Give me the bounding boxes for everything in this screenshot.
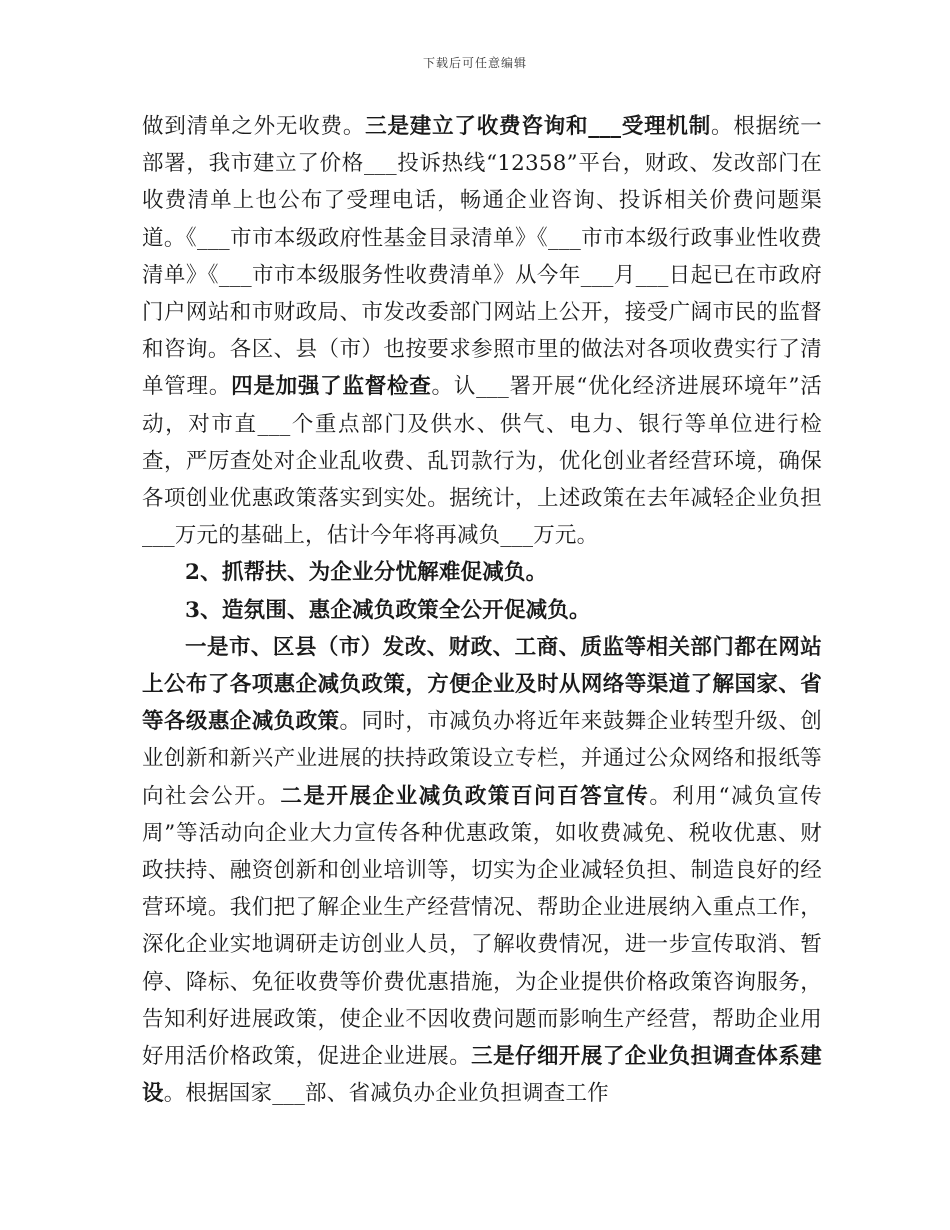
text-span: 。认___署开展“优化经济进展环境年”活动，对市直___个重点部门及供水、供气、电力、银行等单位进行检查，严厉查处对企业乱收费、乱罚款行为，优化创业者经营环境，确保各项创业优惠政策落实到实处。据统计，上述政策在去年减轻企业负担___万元的基础上，估计今年将再减负___万元。 bbox=[142, 374, 822, 549]
section-heading-2: 2、抓帮扶、为企业分忧解难促减负。 bbox=[185, 560, 548, 586]
text-span: 。根据国家___部、省减负办企业负担调查工作 bbox=[163, 1081, 609, 1107]
text-span: 。根据统一部署，我市建立了价格___投诉热线“12358”平台，财政、发改部门在收费清单上也公布了受理电话，畅通企业咨询、投诉相关价费问题渠道。《___市市本级政府性基金目录清单》《___市市本级行政事业性收费清单》《___市市本级服务性收费清单》从今年___月___日起已在市政府门户网站和市财政局、市发改委部门网站上公开，接受广阔市民的监督和咨询。各区、县（市）也按要求参照市里的做法对各项收费实行了清单管理。 bbox=[142, 114, 822, 400]
bold-point-three: 三是仔细开展了企业负担调查体系建设 bbox=[142, 1044, 822, 1107]
bold-point-supervision: 四是加强了监督检查 bbox=[231, 374, 432, 400]
paragraph-policy-publicity bbox=[142, 629, 822, 1113]
text-span: 做到清单之外无收费。 bbox=[142, 114, 366, 139]
text-span: 。利用“减负宣传周”等活动向企业大力宣传各种优惠政策，如收费减免、税收优惠、财政扶持、融资创新和创业培训等，切实为企业减轻负担、制造良好的经营环境。我们把了解企业生产经营情况、帮助企业进展纳入重点工作，深化企业实地调研走访创业人员，了解收费情况，进一步宣传取消、暂停、降标、免征收费等价费优惠措施，为企业提供价格政策咨询服务，告知利好进展政策，使企业不因收费问题而影响生产经营，帮助企业用好用活价格政策，促进企业进展。 bbox=[142, 783, 823, 1070]
bold-point-one: 一是市、区县（市）发改、财政、工商、质监等相关部门都在网站上公布了各项惠企减负政策，方便企业及时从网络等渠道了解国家、省等各级惠企减负政策 bbox=[142, 634, 822, 735]
bold-point-two: 二是开展企业减负政策百问百答宣传 bbox=[280, 783, 650, 809]
page-header: 下载后可任意编辑 bbox=[422, 56, 527, 70]
bold-point-consultation: 三是建立了收费咨询和___受理机制 bbox=[365, 114, 712, 139]
document-body bbox=[142, 108, 822, 1112]
section-heading-3: 3、造氛围、惠企减负政策全公开促减负。 bbox=[185, 597, 591, 623]
text-span: 。同时，市减负办将近年来鼓舞企业转型升级、创业创新和新兴产业进展的扶持政策设立专栏，并通过公众网络和报纸等向社会公开。 bbox=[142, 709, 822, 809]
paragraph-fee-list bbox=[142, 108, 822, 554]
